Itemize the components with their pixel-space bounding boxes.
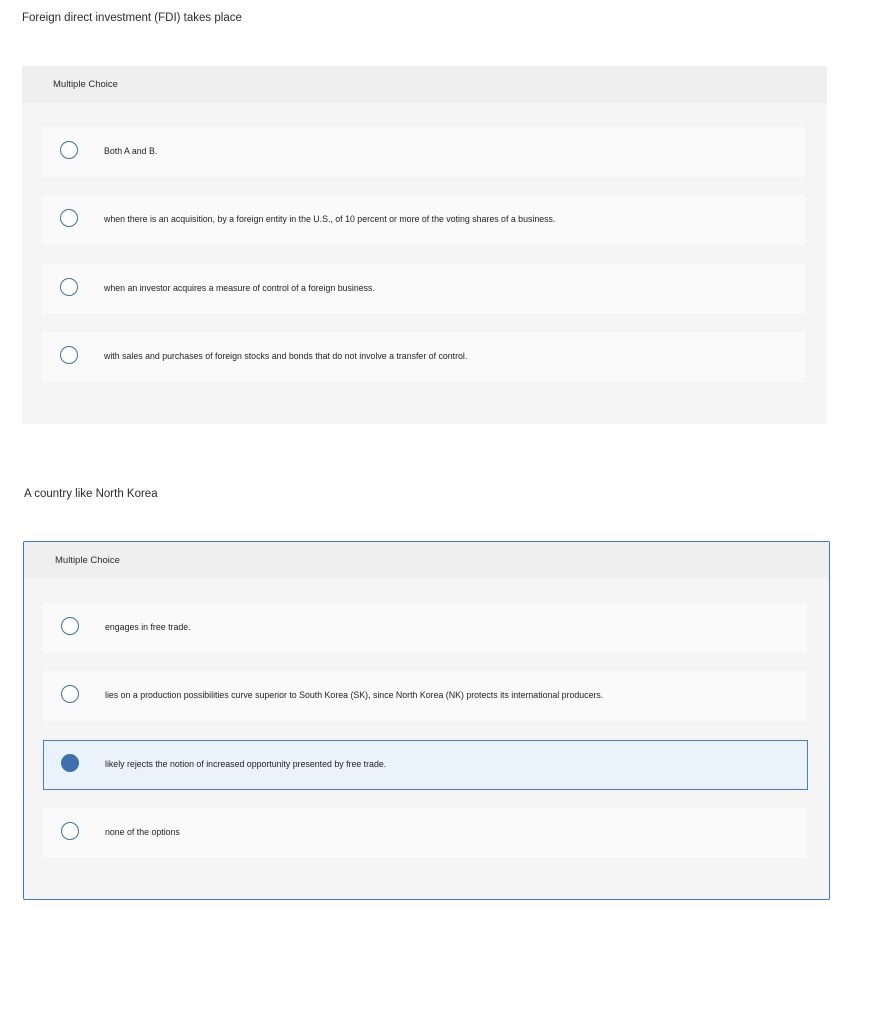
answer-option-label: likely rejects the notion of increased opportunity presented by free trade.: [105, 759, 387, 769]
answer-option[interactable]: [42, 264, 805, 314]
answer-option-label: when there is an acquisition, by a foreign entity in the U.S., of 10 percent or more of the voting shares of a business.: [104, 214, 556, 224]
question-prompt: Foreign direct investment (FDI) takes place: [22, 12, 242, 24]
radio-button-icon[interactable]: [60, 346, 78, 364]
radio-button-icon[interactable]: [60, 141, 78, 159]
multiple-choice-header: [24, 542, 829, 578]
radio-button-icon[interactable]: [60, 278, 78, 296]
radio-button-checked-icon[interactable]: [61, 754, 79, 772]
answer-option[interactable]: [43, 671, 807, 721]
answer-option[interactable]: [42, 332, 805, 382]
multiple-choice-label: Multiple Choice: [53, 79, 118, 90]
multiple-choice-panel: [22, 66, 827, 424]
multiple-choice-panel: [23, 541, 830, 900]
multiple-choice-header: [22, 66, 827, 102]
question-prompt: A country like North Korea: [24, 488, 158, 500]
radio-button-icon[interactable]: [61, 822, 79, 840]
answer-option[interactable]: [42, 127, 805, 177]
answer-option[interactable]: [43, 603, 807, 653]
radio-button-icon[interactable]: [61, 685, 79, 703]
answer-option[interactable]: [42, 195, 805, 245]
answer-option[interactable]: [43, 808, 807, 858]
answer-option-label: lies on a production possibilities curve superior to South Korea (SK), since North Korea (NK) protects its international producers.: [105, 690, 604, 700]
radio-button-icon[interactable]: [61, 617, 79, 635]
multiple-choice-label: Multiple Choice: [55, 555, 120, 566]
answer-option-label: with sales and purchases of foreign stocks and bonds that do not involve a transfer of control.: [104, 351, 468, 361]
answer-option-selected[interactable]: [43, 740, 808, 790]
answer-option-label: when an investor acquires a measure of control of a foreign business.: [104, 283, 375, 293]
answer-option-label: engages in free trade.: [105, 622, 191, 632]
radio-button-icon[interactable]: [60, 209, 78, 227]
answer-option-label: Both A and B.: [104, 146, 158, 156]
answer-option-label: none of the options: [105, 827, 180, 837]
